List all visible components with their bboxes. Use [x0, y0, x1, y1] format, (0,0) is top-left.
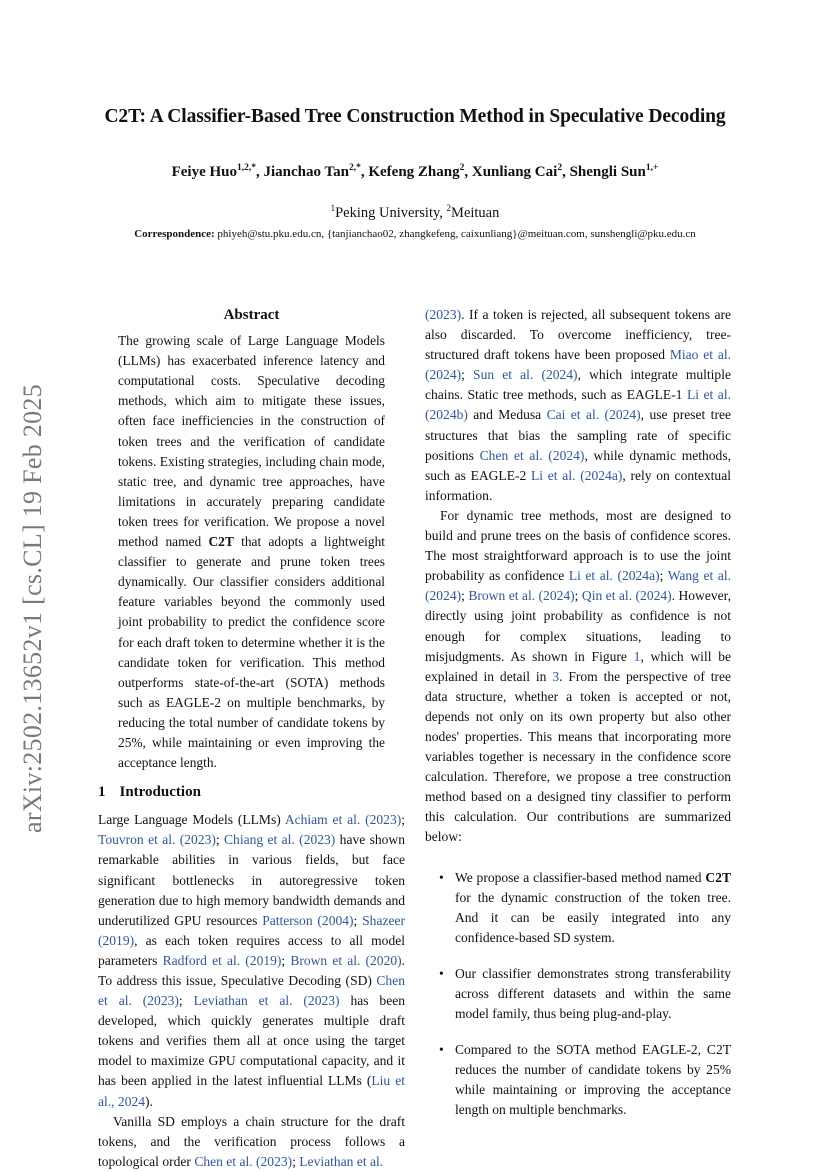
affiliation-name: Peking University: [335, 204, 440, 221]
citation-link[interactable]: 1: [633, 648, 641, 664]
citation-link[interactable]: Leviathan et al.: [299, 1153, 384, 1169]
body-text: . If a token is rejected, all subsequent tokens are also discarded. To overcome inefficiency, tree-structured draft tokens have been proposed: [425, 307, 731, 363]
body-text: and Medusa: [467, 407, 547, 423]
abstract-text: [118, 331, 385, 773]
body-text: Large Language Models (LLMs): [98, 812, 285, 828]
body-text: ;: [401, 812, 405, 828]
citation-link[interactable]: Achiam et al. (2023): [284, 812, 402, 828]
author-name: Shengli Sun: [569, 164, 646, 180]
citation-link[interactable]: Sun et al. (2024): [473, 367, 578, 383]
body-text: , while dynamic methods, such as EAGLE-2: [425, 447, 731, 483]
body-text: has been developed, which quickly generates multiple draft tokens and verifies them all at once using the target model to maximize GPU computational capacity, and it has been applied in the latest influential LLMs (: [98, 993, 406, 1089]
abstract-heading: Abstract: [223, 307, 280, 323]
affiliation-mark: 1: [330, 203, 336, 213]
body-text: , which integrate multiple chains. Static tree methods, such as EAGLE-1: [425, 367, 731, 403]
correspondence-emails: phiyeh@stu.pku.edu.cn, {tanjianchao02, zhangkefeng, caixunliang}@meituan.com, sunshengli@pku.edu.cn: [217, 228, 696, 240]
citation-link[interactable]: Chen et al. (2024): [479, 447, 585, 463]
affiliation-mark: 2: [446, 203, 452, 213]
citation-link[interactable]: Radford et al. (2019): [162, 952, 282, 968]
body-text: , use preset tree structures that bias the sampling rate of specific positions: [425, 407, 731, 463]
body-text: ;: [292, 1153, 300, 1169]
citation-link[interactable]: Li et al. (2024a): [531, 467, 623, 483]
body-text: ;: [574, 588, 582, 604]
abstract-text-part: that adopts a lightweight classifier to generate and prune token trees dynamically. Our classifier considers additional feature variables beyond the commonly used joint probability to predict the confidence score for each draft token to determine whether it is the candidate token for verification. This method outperforms state-of-the-art (SOTA) methods such as EAGLE-2 on multiple benchmarks, by reducing the total number of candidate tokens by 25%, while maintaining or even improving the acceptance length.: [118, 534, 386, 771]
citation-link[interactable]: Brown et al. (2024): [468, 588, 575, 604]
citation-link[interactable]: Cai et al. (2024): [546, 407, 641, 423]
body-text: have shown remarkable abilities in various fields, but face significant bottlenecks in autoregressive token generation due to high memory bandwidth demands and underutilized GPU resources: [98, 832, 405, 928]
body-text: Our classifier demonstrates strong transferability across different datasets and within the same model family, thus being plug-and-play.: [455, 965, 731, 1022]
body-text: , which will be explained in detail in: [425, 648, 731, 684]
body-text: ;: [461, 588, 469, 604]
citation-link[interactable]: Liu et al., 2024: [98, 1073, 405, 1109]
body-text: ;: [659, 568, 668, 584]
section-number: 1: [98, 784, 106, 801]
correspondence: [60, 228, 770, 240]
citation-link[interactable]: Li et al. (2024a): [568, 568, 660, 584]
intro-paragraph-2-continued: [425, 305, 731, 506]
method-name: C2T: [208, 534, 234, 550]
intro-paragraph-2: [98, 1112, 405, 1172]
author-affiliation-mark: 2,*: [348, 163, 361, 173]
citation-link[interactable]: Li et al. (2024b): [425, 387, 731, 423]
contribution-item: [425, 1040, 731, 1120]
body-text: . To address this issue, Speculative Decoding (SD): [98, 952, 406, 988]
bold-text: C2T: [705, 869, 731, 885]
author-name: Jianchao Tan: [263, 164, 349, 180]
citation-link[interactable]: Brown et al. (2020): [290, 952, 402, 968]
body-text: ;: [461, 367, 474, 383]
correspondence-label: Correspondence:: [134, 228, 215, 240]
left-column: [98, 305, 405, 1172]
contribution-item: [425, 868, 731, 948]
citation-link[interactable]: 3: [552, 668, 560, 684]
body-text: ;: [178, 993, 194, 1009]
right-column: [425, 305, 731, 1137]
author-name: Feiye Huo: [171, 164, 237, 180]
body-text: for the dynamic construction of the token tree. And it can be easily integrated into any confidence-based SD system.: [455, 889, 731, 945]
contribution-item: [425, 964, 731, 1024]
body-text: ;: [215, 832, 225, 848]
author-name: Kefeng Zhang: [368, 164, 460, 180]
citation-link[interactable]: Shazeer (2019): [98, 912, 406, 948]
affiliations: $^1$Peking University, $^2$Meituan: [330, 203, 500, 221]
abstract-text-part: The growing scale of Large Language Models (LLMs) has exacerbated inference latency and computational costs. Speculative decoding methods, which aim to mitigate these issues, often face inefficiencies in the construction of token trees and the verification of candidate tokens. Existing strategies, including chain mode, static tree, and dynamic tree approaches, have limitations in accurately preparing candidate token trees for verification. We propose a novel method named: [118, 333, 385, 550]
author-affiliation-mark: 1,2,*: [237, 163, 256, 173]
citation-link[interactable]: Qin et al. (2024): [581, 588, 672, 604]
body-text: ;: [281, 952, 291, 968]
body-text: We propose a classifier-based method named: [455, 869, 706, 885]
citation-link[interactable]: Chiang et al. (2023): [224, 832, 336, 848]
citation-link[interactable]: Chen et al. (2023): [194, 1153, 293, 1169]
body-text: . However, directly using joint probability as confidence is not enough for complex situations, leading to misjudgments. As shown in Figure: [425, 588, 731, 664]
author-affiliation-mark: 2: [557, 163, 563, 173]
citation-link[interactable]: Touvron et al. (2023): [98, 832, 216, 848]
author-affiliation-mark: 1,+: [645, 163, 659, 173]
body-text: ;: [353, 912, 363, 928]
body-text: , as each token requires access to all model parameters: [98, 932, 405, 968]
body-text: Compared to the SOTA method EAGLE-2, C2T reduces the number of candidate tokens by 25% while maintaining or improving the acceptance length on multiple benchmarks.: [455, 1042, 731, 1118]
citation-link[interactable]: Chen et al. (2023): [98, 973, 405, 1009]
citation-link[interactable]: Leviathan et al. (2023): [193, 993, 340, 1009]
citation-link[interactable]: Wang et al. (2024): [425, 568, 731, 604]
paper-title: C2T: A Classifier-Based Tree Construction Method in Speculative Decoding: [104, 106, 726, 127]
section-heading: [98, 782, 405, 802]
section-title: Introduction: [119, 784, 201, 801]
affiliation-name: Meituan: [451, 204, 500, 221]
author-affiliation-mark: 2: [459, 163, 465, 173]
citation-link[interactable]: (2023): [425, 307, 462, 322]
intro-paragraph-1: [98, 810, 405, 1111]
arxiv-identifier: arXiv:2502.13652v1 [cs.CL] 19 Feb 2025: [18, 383, 47, 833]
citation-link[interactable]: Miao et al. (2024): [425, 347, 731, 383]
body-text: . From the perspective of tree data structure, whether a token is accepted or not, depends not only on its own property but also other nodes' properties. This means that incorporating more variables together is necessary in the confidence score calculation. Therefore, we propose a tree construction method based on a designed tiny classifier to perform this calculation. Our contributions are summarized below:: [425, 668, 732, 845]
intro-paragraph-3: [425, 506, 731, 848]
body-text: Vanilla SD employs a chain structure for the draft tokens, and the verification process follows a topological order: [98, 1113, 405, 1169]
body-text: For dynamic tree methods, most are designed to build and prune trees on the basis of confidence scores. The most straightforward approach is to use the joint probability as confidence: [425, 507, 731, 584]
body-text: , rely on contextual information.: [425, 467, 731, 503]
author-list: Feiye Huo$^{1,2,*}$, Jianchao Tan$^{2,*}$, Kefeng Zhang$^2$, Xunliang Cai$^2$, Shengli Sun$^{1,+}$: [171, 163, 659, 180]
citation-link[interactable]: Patterson (2004): [262, 912, 354, 928]
author-name: Xunliang Cai: [471, 164, 558, 180]
body-text: ).: [145, 1093, 153, 1109]
contribution-list: [425, 868, 731, 1121]
